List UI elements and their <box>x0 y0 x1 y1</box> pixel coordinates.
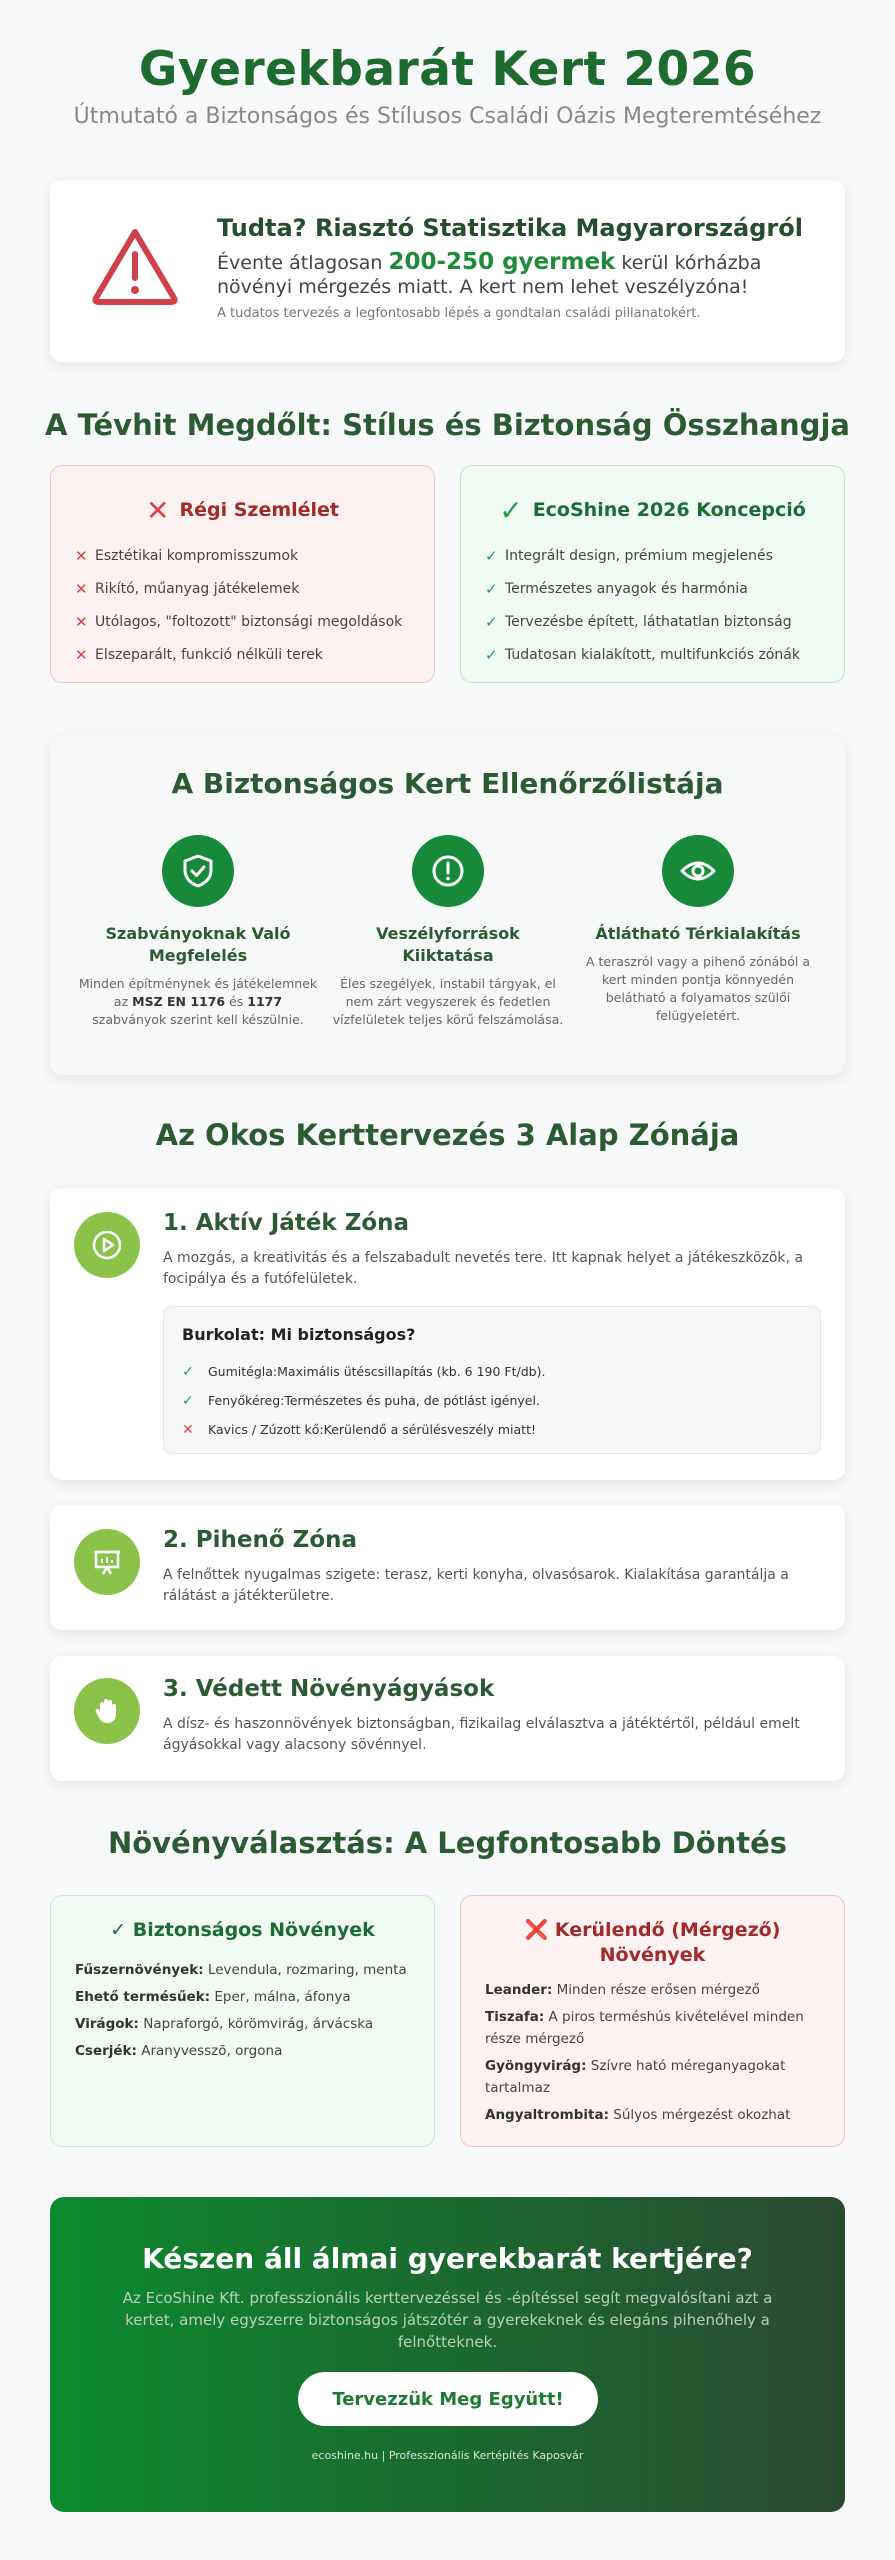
zone-title: 2. Pihenő Zóna <box>163 1527 358 1553</box>
plant-value: Minden része erősen mérgező <box>556 1982 760 1998</box>
checklist-item-standards <box>78 835 318 1029</box>
old-approach-title: Régi Szemlélet <box>179 499 340 521</box>
checklist-item-title: Veszélyforrások Kiiktatása <box>376 924 520 965</box>
checkmark-icon: ✓ <box>485 612 498 631</box>
plant-value: Szívre ható méreganyagokat tartalmaz <box>485 2058 786 2096</box>
safe-plants-card <box>50 1895 435 2147</box>
surface-item <box>182 1415 545 1444</box>
new-approach-heading <box>461 494 844 527</box>
checkmark-icon: ✓ <box>485 579 498 598</box>
warning-triangle-icon <box>90 226 180 306</box>
cross-icon: ✕ <box>75 645 88 664</box>
cross-icon: ✕ <box>145 494 170 527</box>
list-item-text: Tervezésbe épített, láthatatlan biztonság <box>505 613 792 630</box>
old-approach-list <box>75 539 416 671</box>
list-item-text: Elszeparált, funkció nélküli terek <box>95 646 323 663</box>
list-item <box>485 605 826 638</box>
surface-item <box>182 1357 545 1386</box>
desc-part: és <box>225 994 248 1009</box>
list-item <box>75 539 416 572</box>
poisonous-plants-list <box>485 1979 824 2126</box>
checklist-item-desc: A teraszról vagy a pihenő zónából a kert minden pontja könnyedén belátható a folyamatos szülői felügyeletért. <box>586 954 810 1023</box>
statistic-card <box>50 180 845 362</box>
list-item-text: Rikító, műanyag játékelemek <box>95 580 300 597</box>
zone-description: A mozgás, a kreativitás és a felszabadult nevetés tere. Itt kapnak helyet a játékeszközök, a focipálya és a futófelületek. <box>163 1250 804 1287</box>
plan-together-button[interactable]: Tervezzük Meg Együtt! <box>298 2372 598 2426</box>
standard-code: MSZ EN 1176 <box>132 994 226 1009</box>
plant-item <box>75 1959 414 1981</box>
zone-title: 1. Aktív Játék Zóna <box>163 1210 410 1236</box>
myth-section-title: A Tévhit Megdőlt: Stílus és Biztonság Összhangja <box>45 408 850 442</box>
plant-value: Levendula, rozmaring, menta <box>207 1962 407 1978</box>
call-to-action-banner <box>50 2197 845 2512</box>
checkmark-icon: ✓ <box>485 546 498 565</box>
plant-value: Napraforgó, körömvirág, árvácska <box>143 2016 374 2032</box>
list-item <box>75 638 416 671</box>
plant-value: A piros terméshús kivételével minden része mérgező <box>485 2009 804 2047</box>
old-approach-card <box>50 465 435 683</box>
desc-part: szabványok szerint kell készülnie. <box>92 1012 304 1027</box>
cross-icon: ✕ <box>75 579 88 598</box>
checklist-item-desc <box>78 975 318 1029</box>
plant-label: Fűszernövények: <box>75 1962 204 1978</box>
cta-footer: ecoshine.hu | Professzionális Kertépítés Kaposvár <box>311 2449 584 2462</box>
plant-label: Angyaltrombita: <box>485 2107 609 2123</box>
plant-item <box>75 2013 414 2035</box>
standard-code: 1177 <box>247 994 283 1009</box>
zone-card-beds <box>50 1656 845 1781</box>
list-item <box>75 605 416 638</box>
list-item-text: Esztétikai kompromisszumok <box>95 547 299 564</box>
checkmark-icon: ✓ <box>182 1363 194 1380</box>
new-approach-title: EcoShine 2026 Koncepció <box>532 499 806 521</box>
plant-value: Aranyvesszõ, orgona <box>141 2043 283 2059</box>
zone-description: A felnőttek nyugalmas szigete: terasz, kerti konyha, olvasósarok. Kialakítása garantálja a rálátást a játékterületre. <box>163 1567 789 1604</box>
zone-title: 3. Védett Növényágyások <box>163 1676 495 1702</box>
safe-plants-title: ✓ Biztonságos Növények <box>110 1919 375 1941</box>
statistic-text <box>217 250 777 299</box>
plant-label: Virágok: <box>75 2016 139 2032</box>
eye-icon <box>662 835 734 907</box>
page-subtitle: Útmutató a Biztonságos és Stílusos Családi Oázis Megteremtéséhez <box>73 104 822 129</box>
statistic-text-after: kerül kórházba növényi mérgezés miatt. A kert nem lehet veszélyzóna! <box>217 252 762 298</box>
cta-title: Készen áll álmai gyerekbarát kertjére? <box>142 2242 753 2275</box>
cta-text: Az EcoShine Kft. professzionális kerttervezéssel és -építéssel segít megvalósítani azt a kertet, amely egyszerre biztonságos játszótér a gyerekeknek és elegáns pihenőhely a felnőtteknek. <box>122 2289 773 2351</box>
safe-plants-list <box>75 1959 414 2062</box>
list-item-text: Utólagos, "foltozott" biztonsági megoldások <box>95 613 403 630</box>
cross-icon: ✕ <box>182 1421 194 1438</box>
checklist-item-title: Szabványoknak Való Megfelelés <box>105 924 291 965</box>
plant-label: Gyöngyvirág: <box>485 2058 587 2074</box>
list-item <box>485 572 826 605</box>
surface-item <box>182 1386 545 1415</box>
zone-card-active <box>50 1188 845 1480</box>
plant-item <box>485 1979 824 2001</box>
play-circle-icon <box>74 1212 140 1278</box>
new-approach-card <box>460 465 845 683</box>
list-item-text: Természetes anyagok és harmónia <box>505 580 748 597</box>
checklist-item-desc: Éles szegélyek, instabil tárgyak, el nem zárt vegyszerek és fedetlen vízfelületek teljes körű felszámolása. <box>332 976 564 1027</box>
checklist-title: A Biztonságos Kert Ellenőrzőlistája <box>171 767 724 800</box>
checkmark-icon: ✓ <box>485 645 498 664</box>
list-item <box>75 572 416 605</box>
zone-description: A dísz- és haszonnövények biztonságban, fizikailag elválasztva a játéktértől, például emelt ágyásokkal vagy alacsony sövénnyel. <box>163 1716 800 1753</box>
safety-checklist-card <box>50 735 845 1075</box>
plant-value: Eper, málna, áfonya <box>214 1989 351 2005</box>
hand-stop-icon <box>74 1678 140 1744</box>
shield-check-icon <box>162 835 234 907</box>
plant-value: Súlyos mérgezést okozhat <box>613 2107 791 2123</box>
checklist-item-hazards <box>328 835 568 1029</box>
plant-item <box>485 2104 824 2126</box>
zones-section-title: Az Okos Kerttervezés 3 Alap Zónája <box>155 1118 740 1152</box>
surface-item-text: Kavics / Zúzott kő:Kerülendő a sérülésveszély miatt! <box>208 1422 536 1437</box>
plant-label: Leander: <box>485 1982 553 1998</box>
surface-info-box <box>163 1306 821 1454</box>
statistic-text-before: Évente átlagosan <box>217 252 383 274</box>
cross-icon: ✕ <box>75 546 88 565</box>
page-title: Gyerekbarát Kert 2026 <box>138 42 757 97</box>
plant-item <box>485 2055 824 2099</box>
poisonous-plants-card <box>460 1895 845 2147</box>
desc-part: Minden építménynek és játékelemnek az <box>78 976 318 1009</box>
cross-icon: ✕ <box>75 612 88 631</box>
statistic-title: Tudta? Riasztó Statisztika Magyarországról <box>217 214 803 242</box>
list-item <box>485 539 826 572</box>
plant-item <box>485 2006 824 2050</box>
plant-label: Tiszafa: <box>485 2009 545 2025</box>
plant-item <box>75 1986 414 2008</box>
plant-item <box>75 2040 414 2062</box>
list-item-text: Integrált design, prémium megjelenés <box>505 547 773 564</box>
alert-circle-icon <box>412 835 484 907</box>
checkmark-icon: ✓ <box>499 494 523 527</box>
list-item-text: Tudatosan kialakított, multifunkciós zónák <box>505 646 800 663</box>
checkmark-icon: ✓ <box>182 1392 194 1409</box>
surface-title: Burkolat: Mi biztonságos? <box>182 1325 416 1344</box>
surface-item-text: Fenyőkéreg:Természetes és puha, de pótlást igényel. <box>208 1393 540 1408</box>
surface-item-text: Gumitégla:Maximális ütéscsillapítás (kb. 6 190 Ft/db). <box>208 1364 546 1379</box>
surface-list <box>182 1357 545 1444</box>
plant-label: Ehető termésűek: <box>75 1989 211 2005</box>
checklist-item-title: Átlátható Térkialakítás <box>595 924 801 943</box>
checklist-item-visibility <box>578 835 818 1025</box>
new-approach-list <box>485 539 826 671</box>
zone-card-rest <box>50 1505 845 1630</box>
list-item <box>485 638 826 671</box>
poisonous-plants-title: ❌ Kerülendő (Mérgező) Növények <box>524 1919 781 1966</box>
old-approach-heading <box>51 494 434 527</box>
presentation-chart-icon <box>74 1529 140 1595</box>
plants-section-title: Növényválasztás: A Legfontosabb Döntés <box>107 1826 788 1860</box>
plant-label: Cserjék: <box>75 2043 137 2059</box>
statistic-note: A tudatos tervezés a legfontosabb lépés a gondtalan családi pillanatokért. <box>217 306 701 321</box>
statistic-highlight: 200-250 gyermek <box>388 249 616 275</box>
